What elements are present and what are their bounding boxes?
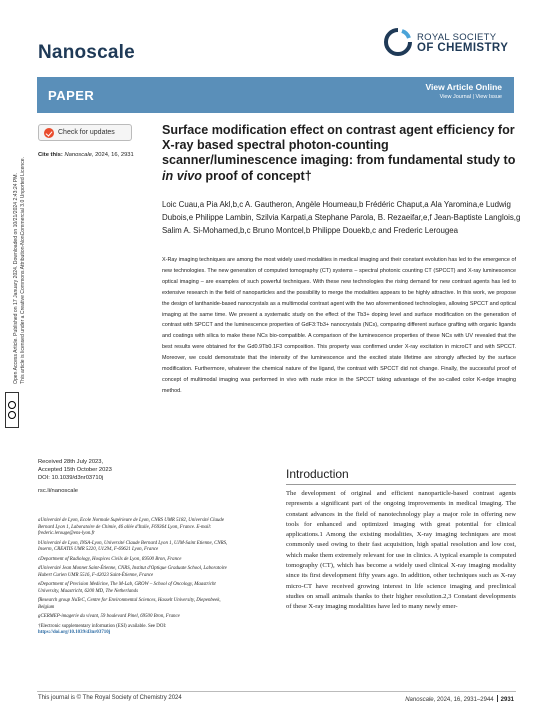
cc-licence-icon[interactable]: [5, 392, 19, 428]
esi-doi-link[interactable]: https://doi.org/10.1039/d3nr03710j: [38, 630, 111, 635]
publication-dates: [38, 459, 148, 495]
title-tail: proof of concept†: [201, 168, 312, 183]
received-date: Received 28th July 2023,: [38, 459, 104, 465]
affiliation-a: aUniversité de Lyon, Ecole Normale Supérieure de Lyon, CNRS UMR 5182, Université Claude Bernard Lyon 1, Laboratoire de Chimie, 46 allée d'Italie, F69364 Lyon, France. E-mail: frederic.lerouge@ens-lyon.fr: [38, 518, 225, 536]
rsc-logo-icon: [384, 28, 412, 56]
accepted-date: Accepted 15th October 2023: [38, 466, 112, 473]
introduction-heading: Introduction: [286, 467, 349, 481]
footer-journal: Nanoscale: [405, 697, 434, 703]
affiliation-f: fResearch group NuTeC, Centre for Environmental Sciences, Hasselt University, Diepenbeek, Belgium: [38, 598, 221, 610]
footer-separator: [497, 695, 498, 702]
affiliation-e: eDepartment of Precision Medicine, The M-Lab, GROW – School of Oncology, Maastricht University, Maastricht, 6200 MD, The Netherlands: [38, 582, 216, 594]
page-number: 2931: [500, 697, 514, 703]
introduction-body: The development of original and efficient nanoparticle-based contrast agents represents a significant part of the ongoing improvements in medical imaging. The constant advances in the field of nanotechnology play a major role in offering new tools for enhanced and optimized imaging with great potential for clinical applications.1 Among the existing modalities, X-ray imaging techniques are most commonly used owing to their fast acquisition, high spatial resolution and low cost, which make them extremely relevant for use in clinics. A typical example is computed tomography (CT), which has become a widely used clinical X-ray imaging modality since its first development fifty years ago. In addition, other techniques such as X-ray micro-CT have received growing interest in life science imaging and preclinical studies on small animals thanks to their higher resolution.2,3 Constant developments of these X-ray imaging modalities have led to many newly emer-: [286, 490, 516, 611]
view-journal-issue-links[interactable]: View Journal | View Issue: [439, 94, 502, 100]
check-updates-label: Check for updates: [58, 129, 115, 136]
title-main: Surface modification effect on contrast agent efficiency for X-ray based spectral photon-counting scanner/luminescence imaging: from fundamental study to: [162, 123, 516, 168]
esi-note: [38, 624, 238, 637]
author-list: Loic Cuau,a Pia Akl,b,c A. Gautheron, Angèle Houmeau,b Frédéric Chaput,a Ala Yaromina,e Ludwig Dubois,e Philippe Lambin, Szilvia Karpati,a Stephane Parola, B. Rezaeifar,e,f Jean-Baptiste Langlois,g Salim A. Si-Mohamed,b,c Bruno Montcel,b Philippe Douekb,c and Frederic Lerougea: [162, 200, 521, 235]
affiliation-b: bUniversité de Lyon, INSA-Lyon, Université Claude Bernard Lyon 1, UJM-Saint Etienne, CNRS, Inserm, CREATIS UMR 5220, U1294, F-69621 Lyon, France: [38, 540, 228, 552]
affiliation-g: gCERMEP-imagerie du vivant, 59 boulevard Pinel, 69500 Bron, France: [38, 614, 180, 619]
abstract: X-Ray imaging techniques are among the most widely used modalities in medical imaging and their constant evolution has led to the emergence of new technologies. The new generation of computed tomography (CT) systems – spectral photonic counting CT (SPCCT) and X-ray luminescence optical imaging – are examples of such powerful techniques. With these new technologies the rising demand for new contrast agents has led to extensive research in the field of nanoparticles and the possibility to merge the modalities appears to be highly attractive. In this work, we propose the design of lanthanide-based nanocrystals as a multimodal contrast agent with the two aforementioned technologies, allowing SPCCT and optical imaging at the same time. We present a systematic study on the effect of the Tb3+ doping level and surface modification on the generation of contrast with SPCCT and the luminescence properties of GdF3:Tb3+ nanocrystals (NCs), comparing different surface grafting with organic ligands and coatings with silica to make these NCs bio-compatible. A comparison of the luminescence properties of these NCs with UV revealed that the best results were obtained for the Gd0.9Tb0.1F3 composition. This property was confirmed under X-ray excitation in microCT and with SPCCT. Moreover, we could demonstrate that the intensity of the luminescence and the excited state lifetime are strongly affected by the surface modification. Furthermore, whatever the chemical nature of the ligand, the contrast with SPCCT did not change. Finally, the successful proof of concept of multimodal imaging was performed in vivo with nude mice in the SPCCT taking advantage of the so-called color K-edge imaging method.: [162, 257, 516, 394]
citation-line: [38, 152, 134, 158]
check-for-updates-button[interactable]: [38, 124, 132, 141]
footer-volume-pages: , 2024, 16, 2931–2944: [433, 697, 494, 703]
open-access-notice: [13, 157, 26, 384]
affiliation-c: cDepartment of Radiology, Hospices Civils de Lyon, 69500 Bron, France: [38, 556, 182, 562]
footer-citation: [405, 695, 514, 703]
section-divider: [286, 484, 516, 485]
doi[interactable]: DOI: 10.1039/d3nr03710j: [38, 475, 104, 481]
view-article-online-link[interactable]: View Article Online: [425, 82, 502, 92]
copyright-notice: This journal is © The Royal Society of Chemistry 2024: [38, 695, 182, 701]
licence-line[interactable]: This article is licensed under a Creative Commons Attribution-NonCommercial 3.0 Unported Licence.: [19, 156, 26, 384]
article-title: [162, 123, 522, 184]
publisher-line-2: OF CHEMISTRY: [417, 42, 509, 54]
affiliations: [38, 518, 238, 640]
cite-journal: Nanoscale: [64, 152, 92, 158]
journal-name: Nanoscale: [38, 42, 135, 63]
publisher-line-1: ROYAL SOCIETY: [417, 32, 497, 43]
article-type-banner: [37, 77, 514, 113]
title-italic: in vivo: [162, 168, 202, 183]
cite-details: , 2024, 16, 2931: [91, 152, 134, 158]
cite-prefix: Cite this:: [38, 152, 63, 158]
footer-divider: [37, 691, 516, 692]
article-type-label: PAPER: [48, 88, 95, 103]
affiliation-d: dUniversité Jean Monnet Saint-Étienne, CNRS, Institut d'Optique Graduate School, Laboratoire Hubert Curien UMR 5516, F-42023 Saint-Étienne, France: [38, 566, 227, 578]
esi-text: †Electronic supplementary information (ESI) available. See DOI:: [38, 623, 167, 629]
journal-site-link[interactable]: rsc.li/nanoscale: [38, 487, 78, 494]
open-access-line-1: Open Access Article. Published on 17 January 2024. Downloaded on 10/21/2024 2:43:24 PM.: [13, 173, 19, 384]
check-updates-icon: [44, 128, 54, 138]
rsc-logo[interactable]: [384, 28, 524, 64]
